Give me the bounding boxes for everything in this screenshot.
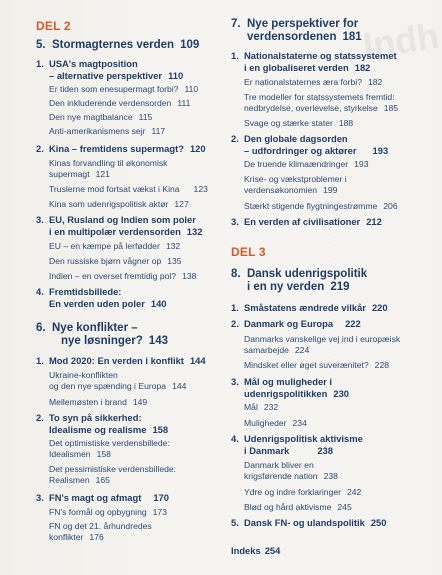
part-heading-del3: DEL 3 [231, 245, 266, 259]
toc-item: Er nationalstaternes æra forbi? 182 [244, 77, 383, 87]
background-bleedthrough: Indh [360, 14, 442, 67]
toc-item: Danmarks vanskelige vej ind i europæisk samarbejde 224 [244, 334, 401, 355]
toc-item: Det pessimistiske verdensbillede: Realismen 165 [49, 464, 177, 485]
toc-item: Ukraine-konflikten og den nye spænding i Europa 144 [49, 370, 187, 391]
toc-item: Muligheder 234 [244, 418, 307, 428]
toc-item: Mindsket eller øget suverænitet? 228 [244, 360, 390, 370]
part-heading-del2: DEL 2 [36, 19, 71, 33]
toc-item: De truende klimaændringer 193 [244, 159, 369, 169]
toc-item: Svage og stærke stater 188 [244, 118, 354, 128]
toc-item: Den russiske bjørn vågner op 135 [49, 256, 182, 266]
toc-item: Tre modeller for statssystemets fremtid: nedbrydelse, overlevelse, styrkelse 185 [244, 92, 399, 113]
toc-item: Stærkt stigende flygtningestrømme 206 [244, 201, 398, 211]
index-entry: Indeks 254 [231, 545, 281, 556]
toc-item: Mellemøsten i brand 149 [49, 397, 148, 407]
toc-item: Mål 232 [244, 402, 279, 412]
toc-item: Anti-amerikanismens sejr 117 [49, 126, 166, 136]
toc-item: Ydre og indre forklaringer 242 [244, 487, 362, 497]
toc-item: Kinas forvandling til økonomisk supermagt 121 [49, 158, 168, 179]
toc-item: Truslerne mod fortsat vækst i Kina 123 [49, 184, 208, 194]
toc-item: Blød og hård aktivisme 245 [244, 502, 352, 512]
toc-item: EU – en kæmpe på lerfødder 132 [49, 241, 181, 251]
toc-item: FN's formål og opbygning 173 [49, 507, 167, 517]
toc-item: Er tiden som enesupermagt forbi? 110 [49, 84, 199, 94]
toc-item: Det optimistiske verdensbillede: Idealismen 158 [49, 438, 170, 459]
toc-item: Den inkluderende verdensorden 111 [49, 98, 191, 108]
toc-item: Den nye magtbalance 115 [49, 112, 153, 122]
toc-item: Indien – en overset fremtidig pol? 138 [49, 271, 197, 281]
toc-item: FN og det 21. århundredes konflikter 176 [49, 521, 152, 542]
toc-item: Krise- og vækstproblemer i verdensøkonomien 199 [244, 174, 347, 195]
toc-item: Danmark bliver en krigsførende nation 238 [244, 460, 338, 481]
toc-item: Kina som udenrigspolitisk aktør 127 [49, 199, 189, 209]
